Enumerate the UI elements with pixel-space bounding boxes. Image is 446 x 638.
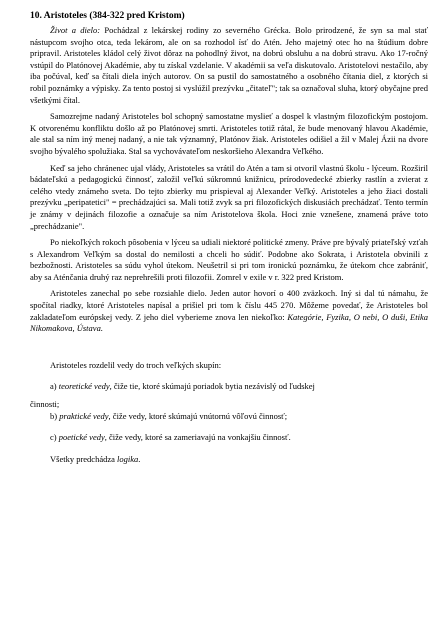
item-prefix-a: a)	[50, 381, 59, 392]
paragraph-exile: Po niekoľkých rokoch pôsobenia v lýceu sa udiali niektoré politické zmeny. Práve pre bývalý priateľský vzťah s Alexandrom Veľkým sa dostal do nemilosti a chceli ho súdiť. Podobne ako Sokrata, i Aristotela obvinili z bezbožnosti. Aristoteles sa súdu vyhol útekom. Neušetril si pri tom ironickú poznámku, že útekom chce zabrániť, aby sa Aténčania druhý raz neprehrešili proti filozofii. Zomrel v exile v r. 322 pred Kristom.	[30, 237, 428, 282]
science-item-theoretical-cont: činnosti;	[30, 399, 60, 410]
science-item-poetic	[30, 432, 428, 444]
item-prefix-b: b)	[50, 410, 60, 421]
spacer	[30, 340, 428, 360]
life-label: Život a dielo:	[50, 25, 101, 35]
science-item-practical	[30, 411, 428, 423]
logic-label: logika	[117, 453, 139, 464]
works-text: Aristoteles zanechal po sebe rozsiahle dielo. Jeden autor hovorí o 400 zväzkoch. Iný si dal tú námahu, že spočítal riadky, ktoré Aristoteles napísal a prišiel pri tom k číslu 445 270. Môžeme povedať, že Aristoteles bol zakladateľom európskej vedy. Z jeho diel vyberieme znova len niekoľko:	[30, 288, 428, 322]
paragraph-lyceum: Keď sa jeho chránenec ujal vlády, Aristoteles sa vrátil do Atén a tam si otvoril vlastnú školu - lýceum. Rozširil bádateľskú a pedagogickú činnosť, založil veľkú súkromnú knižnicu, prírodovedecké zbierky rastlín a zvierat z celého vtedy známeho sveta. Do tejto zbierky mu prispieval aj Alexander Veľký. Aristoteles a jeho žiaci dostali prezývku „peripatetici" = prechádzajúci sa. Mali totiž zvyk sa pri filozofických diskusiách prechádzať. Tento termín je známy v dejinách filozofie a označuje sa ním Aristotelova škola. Hoci znie vznešene, znamená práve toto „prechádzanie".	[30, 162, 428, 231]
paragraph-works	[30, 288, 428, 334]
item-prefix-c: c)	[50, 432, 59, 443]
section-heading: 10. Aristoteles (384-322 pred Kristom)	[30, 11, 185, 21]
logic-end: .	[138, 453, 141, 464]
sciences-intro: Aristoteles rozdelil vedy do troch veľkých skupín:	[50, 359, 222, 370]
poetic-label: poetické vedy	[58, 432, 105, 443]
document-page	[30, 10, 428, 475]
logic-line	[30, 454, 428, 466]
theoretical-label: teoretické vedy	[58, 381, 110, 392]
logic-text: Všetky predchádza	[50, 453, 118, 464]
practical-label: praktické vedy	[59, 410, 109, 421]
life-text: Pochádzal z lekárskej rodiny zo severného Grécka. Bolo prirodzené, že syn sa mal stať nástupcom svojho otca, teda lekárom, ale on sa rozhodol ísť do Atén. Jeho majetný otec ho na štúdium dobre pripravil. Aristoteles kládol celý život dôraz na pohodlný život, na dobrú obsluhu a na dobrú stravu. Ako 17-ročný vstúpil do Platónovej Akadémie, aby tu získal vzdelanie. V akadémii sa veľa diskutovalo. Aristotelovi nestačilo, aby iba počúval, keď sa čítali diela iných autorov. On sa pustil do samostatného a osobného čítania diel, z ktorých si robil poznámky a výpisky. Za tento postoj si vyslúžil prezývku „čitateľ"; tak sa označoval sluha, ktorý obyčajne pred všetkými čítal.	[30, 25, 428, 105]
theoretical-text: , čiže tie, ktoré skúmajú poriadok bytia nezávislý od ľudskej	[109, 381, 315, 392]
paragraph-life	[30, 25, 428, 106]
poetic-text: , čiže vedy, ktoré sa zameriavajú na vonkajšiu činnosť.	[104, 432, 291, 443]
paragraph-academy: Samozrejme nadaný Aristoteles bol schopný samostatne myslieť a dospel k vlastným filozofickým postojom. K otvorenému konfliktu došlo až po Platónovej smrti. Aristoteles totiž rátal, že bude menovaný hlavou Akadémie, ale stal sa ním iný menej nadaný, a nie tak významný, Platónov žiak. Aristoteles odišiel a žil v Malej Ázii na dvore svojho bývalého spolužiaka. Stal sa vychovávateľom neskoršieho Alexandra Veľkého.	[30, 111, 428, 156]
works-list: Kategórie, Fyzika, O nebi, O duši, Etika Nikomakova, Ústava.	[30, 311, 428, 334]
practical-text: , čiže vedy, ktoré skúmajú vnútornú vôľovú činnosť;	[108, 410, 288, 421]
science-item-theoretical	[30, 381, 428, 393]
